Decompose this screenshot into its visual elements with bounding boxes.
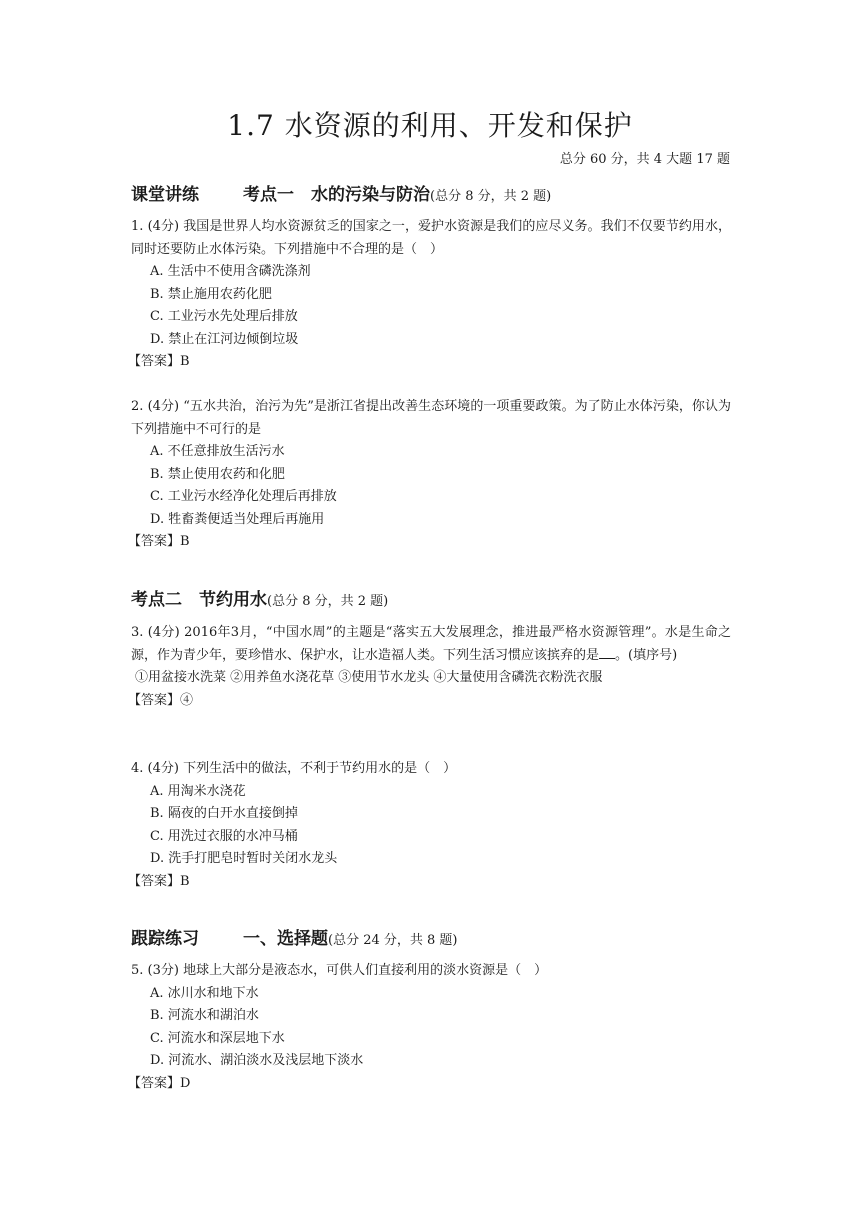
question-stem-suffix: 。(填序号) bbox=[615, 647, 678, 663]
option-b: B. 禁止施用农药化肥 bbox=[150, 286, 272, 302]
choice-list: ①用盆接水洗菜 ②用养鱼水浇花草 ③使用节水龙头 ④大量使用含磷洗衣粉洗衣服 bbox=[135, 670, 603, 685]
answer: 【答案】④ bbox=[128, 692, 194, 708]
question-4 bbox=[128, 758, 731, 893]
section-heading-2 bbox=[131, 588, 388, 614]
option-a: A. 冰川水和地下水 bbox=[150, 985, 259, 1001]
option-b: B. 禁止使用农药和化肥 bbox=[150, 466, 285, 482]
option-d: D. 洗手打肥皂时暂时关闭水龙头 bbox=[150, 851, 338, 866]
option-a: A. 生活中不使用含磷洗涤剂 bbox=[150, 264, 311, 279]
question-stem: 1. (4分) 我国是世界人均水资源贫乏的国家之一，爱护水资源是我们的应尽义务。我们不仅要节约用水，同时还要防止水体污染。下列措施中不合理的是（ ） bbox=[131, 219, 731, 257]
section-score-note: (总分 8 分，共 2 题) bbox=[430, 189, 552, 204]
section-topic-label: 一、选择题 bbox=[243, 929, 328, 949]
section-part-label: 跟踪练习 bbox=[131, 929, 199, 949]
question-2 bbox=[128, 396, 731, 554]
question-stem-text: 3. (4分) 2016年3月，“中国水周”的主题是“落实五大发展理念，推进最严格水资源管理”。水是生命之源，作为青少年，要珍惜水、保护水，让水造福人类。下列生活习惯应该摈弃的是 bbox=[131, 625, 731, 663]
question-3 bbox=[128, 622, 731, 712]
option-c: C. 工业污水经净化处理后再排放 bbox=[150, 489, 337, 504]
page-title: 1.7 水资源的利用、开发和保护 bbox=[227, 109, 633, 142]
question-stem: 5. (3分) 地球上大部分是液态水，可供人们直接利用的淡水资源是（ ） bbox=[131, 963, 548, 978]
section-score-note: (总分 24 分，共 8 题) bbox=[328, 933, 458, 948]
option-a: A. 不任意排放生活污水 bbox=[150, 444, 285, 459]
score-summary: 总分 60 分，共 4 大题 17 题 bbox=[559, 152, 730, 167]
option-d: D. 牲畜粪便适当处理后再施用 bbox=[150, 511, 325, 527]
section-heading-3 bbox=[131, 927, 458, 953]
option-d: D. 河流水、湖泊淡水及浅层地下淡水 bbox=[150, 1053, 364, 1068]
question-stem: 2. (4分) “五水共治，治污为先”是浙江省提出改善生态环境的一项重要政策。为了防止水体污染，你认为下列措施中不可行的是 bbox=[131, 399, 731, 437]
option-b: B. 河流水和湖泊水 bbox=[150, 1008, 259, 1023]
option-d: D. 禁止在江河边倾倒垃圾 bbox=[150, 331, 299, 347]
option-b: B. 隔夜的白开水直接倒掉 bbox=[150, 806, 298, 821]
section-part-label: 课堂讲练 bbox=[131, 185, 199, 205]
answer-blank bbox=[599, 645, 615, 659]
question-1 bbox=[128, 216, 731, 374]
section-heading-1 bbox=[131, 183, 551, 209]
section-score-note: (总分 8 分，共 2 题) bbox=[267, 594, 389, 609]
question-stem: 4. (4分) 下列生活中的做法，不利于节约用水的是（ ） bbox=[131, 761, 457, 776]
answer: 【答案】B bbox=[128, 534, 190, 549]
answer: 【答案】B bbox=[128, 354, 190, 369]
option-c: C. 工业污水先处理后排放 bbox=[150, 309, 298, 324]
answer: 【答案】B bbox=[128, 873, 190, 889]
section-topic-label: 考点一 水的污染与防治 bbox=[243, 185, 430, 205]
option-c: C. 河流水和深层地下水 bbox=[150, 1030, 285, 1046]
question-5 bbox=[128, 960, 731, 1095]
answer: 【答案】D bbox=[128, 1075, 191, 1091]
option-a: A. 用淘米水浇花 bbox=[150, 783, 246, 799]
option-c: C. 用洗过衣服的水冲马桶 bbox=[150, 828, 298, 844]
section-topic-label: 考点二 节约用水 bbox=[131, 590, 267, 610]
question-stem bbox=[131, 622, 731, 667]
